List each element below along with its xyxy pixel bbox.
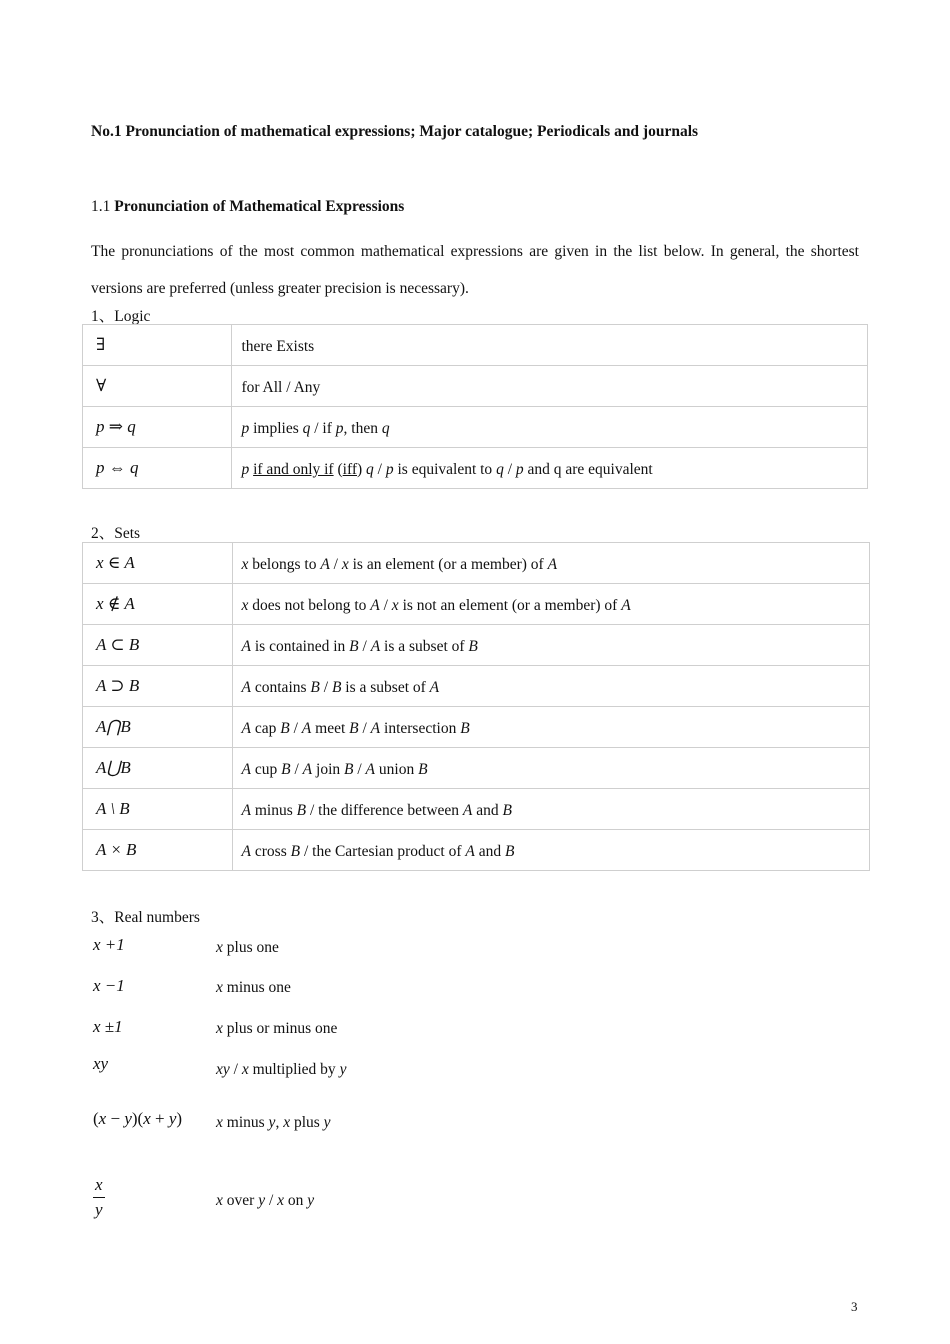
numerator: x <box>93 1175 105 1198</box>
symbol-cell: A⋂B <box>83 707 233 748</box>
symbol-cell: ∀ <box>83 366 232 407</box>
description-cell: p if and only if (iff) q / p is equivalent to q / p and q are equivalent <box>232 448 868 489</box>
symbol-cell: p ⇔ q <box>83 448 232 489</box>
expression: (x − y)(x + y) <box>93 1109 183 1128</box>
table-row <box>83 584 870 625</box>
expression: x +1 <box>93 935 125 954</box>
page-number: 3 <box>851 1299 858 1314</box>
symbol-cell: A⋃B <box>83 748 233 789</box>
description-cell: x does not belong to A / x is not an element (or a member) of A <box>232 584 869 625</box>
description-cell: there Exists <box>232 325 868 366</box>
description-cell: A cap B / A meet B / A intersection B <box>232 707 869 748</box>
section-title: Pronunciation of Mathematical Expressions <box>114 198 405 215</box>
table-row <box>83 448 868 489</box>
logic-table <box>82 324 868 489</box>
table-row <box>83 543 870 584</box>
description-cell: p implies q / if p, then q <box>232 407 868 448</box>
table-row <box>83 625 870 666</box>
symbol-cell: A ⊃ B <box>83 666 233 707</box>
description-cell: A is contained in B / A is a subset of B <box>232 625 869 666</box>
table-row <box>83 407 868 448</box>
pronunciation: x plus or minus one <box>216 1020 338 1037</box>
denominator: y <box>95 1200 103 1219</box>
real-numbers-label: 3、Real numbers <box>91 909 200 926</box>
table-row <box>83 366 868 407</box>
pronunciation: x minus one <box>216 979 291 996</box>
description-cell: x belongs to A / x is an element (or a member) of A <box>232 543 869 584</box>
symbol-cell: A \ B <box>83 789 233 830</box>
symbol-cell: p ⇒ q <box>83 407 232 448</box>
table-row <box>83 830 870 871</box>
pronunciation: x plus one <box>216 939 279 956</box>
pronunciation: xy / x multiplied by y <box>216 1061 347 1078</box>
pronunciation: x over y / x on y <box>216 1192 315 1209</box>
expression: x ±1 <box>93 1017 123 1036</box>
table-row <box>83 789 870 830</box>
fraction-expression <box>93 1175 105 1220</box>
symbol-cell: A × B <box>83 830 233 871</box>
symbol-cell: x ∉ A <box>83 584 233 625</box>
symbol-cell: A ⊂ B <box>83 625 233 666</box>
description-cell: A contains B / B is a subset of A <box>232 666 869 707</box>
description-cell: A minus B / the difference between A and B <box>232 789 869 830</box>
intro-paragraph: The pronunciations of the most common mathematical expressions are given in the list below. In general, the shortest versions are preferred (unless greater precision is necessary). <box>91 243 859 297</box>
pronunciation: x minus y, x plus y <box>216 1114 331 1131</box>
table-row <box>83 707 870 748</box>
description-cell: for All / Any <box>232 366 868 407</box>
symbol-cell: x ∈ A <box>83 543 233 584</box>
expression: xy <box>93 1054 109 1073</box>
chapter-title: No.1 Pronunciation of mathematical expressions; Major catalogue; Periodicals and journals <box>91 123 699 140</box>
table-row <box>83 325 868 366</box>
section-number: 1.1 <box>91 198 111 215</box>
table-row <box>83 748 870 789</box>
description-cell: A cross B / the Cartesian product of A and B <box>232 830 869 871</box>
expression: x −1 <box>93 976 125 995</box>
sets-label: 2、Sets <box>91 525 141 542</box>
logic-label: 1、Logic <box>91 308 151 325</box>
section-heading <box>91 198 404 216</box>
sets-table <box>82 542 870 871</box>
symbol-cell: ∃ <box>83 325 232 366</box>
table-row <box>83 666 870 707</box>
description-cell: A cup B / A join B / A union B <box>232 748 869 789</box>
